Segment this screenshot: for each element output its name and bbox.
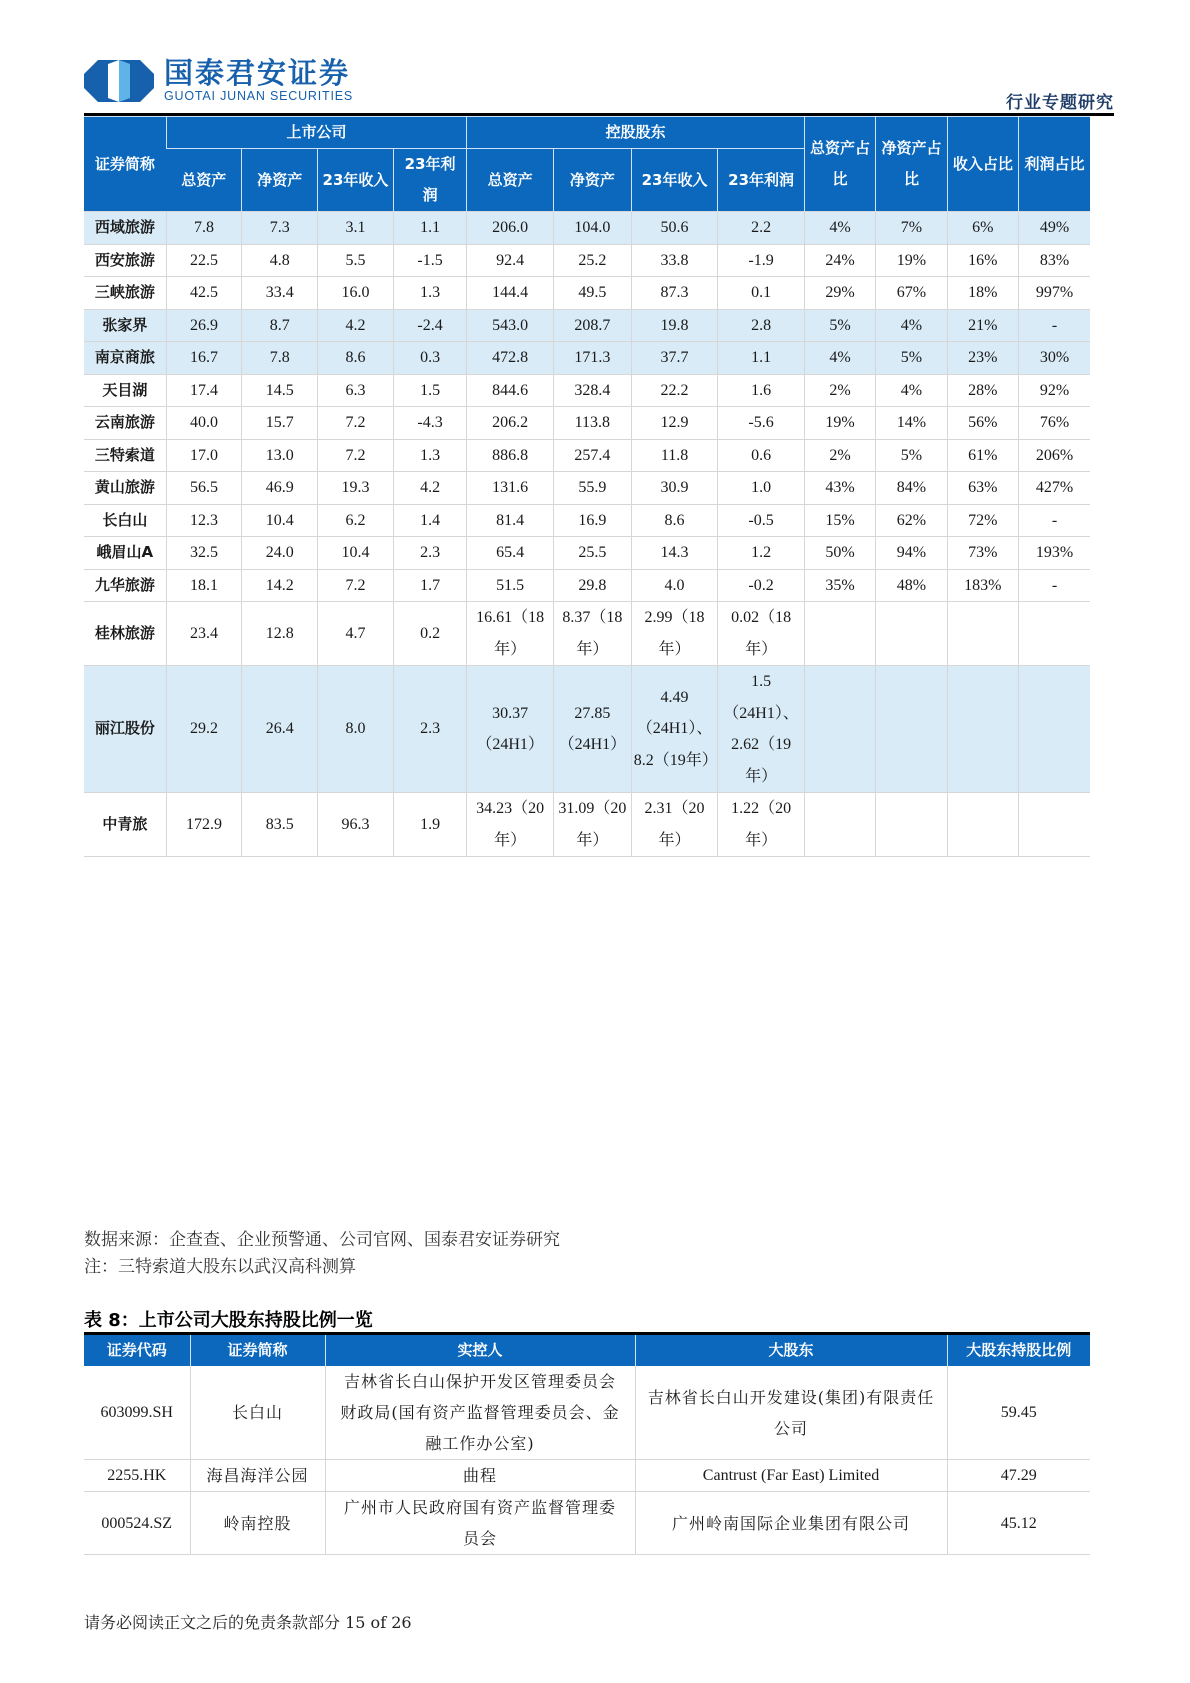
value-cell: 10.4: [318, 537, 394, 570]
value-cell: -: [1019, 309, 1090, 342]
holding-ratio-cell: 59.45: [947, 1366, 1090, 1460]
data-source-note: 数据来源：企查查、企业预警通、公司官网、国泰君安证券研究: [84, 1230, 560, 1250]
value-cell: 886.8: [467, 439, 554, 472]
table-row: [84, 1460, 1090, 1492]
value-cell: 87.3: [631, 277, 718, 310]
value-cell: 28%: [947, 374, 1018, 407]
value-cell: 7.2: [318, 407, 394, 440]
value-cell: 19.3: [318, 472, 394, 505]
value-cell: 61%: [947, 439, 1018, 472]
col-header-listed-revenue: 23年收入: [318, 149, 394, 212]
value-cell: 844.6: [467, 374, 554, 407]
value-cell: -0.2: [718, 569, 805, 602]
value-cell: 0.02（18年）: [718, 602, 805, 666]
value-cell: 171.3: [553, 342, 631, 375]
short-name-cell: 岭南控股: [190, 1492, 325, 1555]
value-cell: 34.23（20年）: [467, 793, 554, 857]
disclaimer-text: 请务必阅读正文之后的免责条款部分: [84, 1613, 341, 1632]
group-header-holder: 控股股东: [467, 117, 804, 149]
value-cell: [1019, 793, 1090, 857]
value-cell: 32.5: [166, 537, 242, 570]
company-name-cell: 三特索道: [84, 439, 166, 472]
value-cell: 62%: [876, 504, 947, 537]
value-cell: 23.4: [166, 602, 242, 666]
value-cell: [804, 793, 875, 857]
company-name-cell: 黄山旅游: [84, 472, 166, 505]
value-cell: 8.6: [631, 504, 718, 537]
value-cell: 56.5: [166, 472, 242, 505]
value-cell: 76%: [1019, 407, 1090, 440]
value-cell: 1.2: [718, 537, 805, 570]
value-cell: 49.5: [553, 277, 631, 310]
value-cell: 2%: [804, 374, 875, 407]
value-cell: 33.8: [631, 244, 718, 277]
value-cell: 7.3: [242, 212, 318, 245]
company-name-cell: 云南旅游: [84, 407, 166, 440]
value-cell: 16.7: [166, 342, 242, 375]
value-cell: -2.4: [393, 309, 467, 342]
value-cell: 31.09（20年）: [553, 793, 631, 857]
value-cell: 2.2: [718, 212, 805, 245]
value-cell: 67%: [876, 277, 947, 310]
table-row: [84, 569, 1090, 602]
value-cell: 7.8: [242, 342, 318, 375]
value-cell: 63%: [947, 472, 1018, 505]
value-cell: 40.0: [166, 407, 242, 440]
value-cell: [804, 666, 875, 793]
value-cell: 51.5: [467, 569, 554, 602]
value-cell: 104.0: [553, 212, 631, 245]
remark-note: 注：三特索道大股东以武汉高科测算: [84, 1257, 356, 1277]
col-header-controller: 实控人: [325, 1334, 635, 1367]
table-row: [84, 537, 1090, 570]
value-cell: 16.0: [318, 277, 394, 310]
value-cell: 56%: [947, 407, 1018, 440]
table-row: [84, 374, 1090, 407]
value-cell: 1.0: [718, 472, 805, 505]
value-cell: 1.3: [393, 439, 467, 472]
value-cell: 12.3: [166, 504, 242, 537]
value-cell: 8.7: [242, 309, 318, 342]
value-cell: 83%: [1019, 244, 1090, 277]
value-cell: 206%: [1019, 439, 1090, 472]
company-name-cell: 桂林旅游: [84, 602, 166, 666]
col-header-ratio-profit: 利润占比: [1019, 117, 1090, 212]
value-cell: 65.4: [467, 537, 554, 570]
table-row: [84, 472, 1090, 505]
value-cell: 18%: [947, 277, 1018, 310]
value-cell: 7.2: [318, 439, 394, 472]
value-cell: 29.8: [553, 569, 631, 602]
value-cell: 16.61（18年）: [467, 602, 554, 666]
value-cell: 1.5（24H1）、2.62（19年）: [718, 666, 805, 793]
major-holder-cell: 吉林省长白山开发建设(集团)有限责任公司: [635, 1366, 947, 1460]
value-cell: -5.6: [718, 407, 805, 440]
value-cell: 0.3: [393, 342, 467, 375]
value-cell: -1.5: [393, 244, 467, 277]
value-cell: 2.31（20年）: [631, 793, 718, 857]
value-cell: 30.9: [631, 472, 718, 505]
value-cell: 206.2: [467, 407, 554, 440]
value-cell: 2.99（18年）: [631, 602, 718, 666]
value-cell: [1019, 602, 1090, 666]
table-row: [84, 793, 1090, 857]
value-cell: 6.3: [318, 374, 394, 407]
value-cell: [1019, 666, 1090, 793]
value-cell: 0.2: [393, 602, 467, 666]
page-header: [84, 52, 1114, 118]
value-cell: 4.0: [631, 569, 718, 602]
holding-ratio-cell: 45.12: [947, 1492, 1090, 1555]
table-row: [84, 309, 1090, 342]
value-cell: 0.6: [718, 439, 805, 472]
col-header-name: 证券简称: [84, 117, 166, 212]
value-cell: [947, 793, 1018, 857]
value-cell: 7.2: [318, 569, 394, 602]
code-cell: 2255.HK: [84, 1460, 190, 1492]
company-name-cell: 南京商旅: [84, 342, 166, 375]
value-cell: 1.4: [393, 504, 467, 537]
table-row: [84, 504, 1090, 537]
table-row: [84, 212, 1090, 245]
value-cell: 19.8: [631, 309, 718, 342]
table-row: [84, 342, 1090, 375]
value-cell: 1.1: [718, 342, 805, 375]
company-name-cell: 张家界: [84, 309, 166, 342]
value-cell: 4.2: [318, 309, 394, 342]
value-cell: 328.4: [553, 374, 631, 407]
value-cell: 17.4: [166, 374, 242, 407]
value-cell: [876, 666, 947, 793]
value-cell: 8.0: [318, 666, 394, 793]
value-cell: 17.0: [166, 439, 242, 472]
value-cell: 22.2: [631, 374, 718, 407]
controller-cell: 曲程: [325, 1460, 635, 1492]
value-cell: 48%: [876, 569, 947, 602]
table8-title: 表 8：上市公司大股东持股比例一览: [84, 1310, 373, 1331]
col-header-code: 证券代码: [84, 1334, 190, 1367]
value-cell: 1.5: [393, 374, 467, 407]
table-row: [84, 1366, 1090, 1460]
value-cell: 997%: [1019, 277, 1090, 310]
col-header-ratio-revenue: 收入占比: [947, 117, 1018, 212]
value-cell: 2.3: [393, 537, 467, 570]
value-cell: [947, 666, 1018, 793]
value-cell: 543.0: [467, 309, 554, 342]
page-number: 15 of 26: [345, 1613, 412, 1632]
value-cell: 4%: [804, 342, 875, 375]
value-cell: 206.0: [467, 212, 554, 245]
value-cell: 113.8: [553, 407, 631, 440]
major-shareholder-table: [84, 1332, 1090, 1555]
table-row: [84, 277, 1090, 310]
value-cell: 14.5: [242, 374, 318, 407]
value-cell: 25.5: [553, 537, 631, 570]
value-cell: 1.3: [393, 277, 467, 310]
value-cell: 7%: [876, 212, 947, 245]
col-header-listed-assets: 总资产: [166, 149, 242, 212]
value-cell: 427%: [1019, 472, 1090, 505]
col-header-holding-ratio: 大股东持股比例: [947, 1334, 1090, 1367]
value-cell: 30%: [1019, 342, 1090, 375]
company-name-cell: 丽江股份: [84, 666, 166, 793]
col-header-listed-net-assets: 净资产: [242, 149, 318, 212]
value-cell: -: [1019, 569, 1090, 602]
col-header-ratio-net-assets: 净资产占比: [876, 117, 947, 212]
value-cell: 29%: [804, 277, 875, 310]
major-holder-cell: 广州岭南国际企业集团有限公司: [635, 1492, 947, 1555]
col-header-listed-profit: 23年利润: [393, 149, 467, 212]
value-cell: 4.2: [393, 472, 467, 505]
code-cell: 000524.SZ: [84, 1492, 190, 1555]
value-cell: 4.8: [242, 244, 318, 277]
value-cell: [876, 602, 947, 666]
logo-chinese-name: 国泰君安证券: [164, 56, 351, 90]
col-header-holder-revenue: 23年收入: [631, 149, 718, 212]
value-cell: 25.2: [553, 244, 631, 277]
value-cell: -: [1019, 504, 1090, 537]
col-header-holder-assets: 总资产: [467, 149, 554, 212]
major-holder-cell: Cantrust (Far East) Limited: [635, 1460, 947, 1492]
section-tag: 行业专题研究: [1006, 93, 1114, 113]
value-cell: 15%: [804, 504, 875, 537]
company-name-cell: 中青旅: [84, 793, 166, 857]
value-cell: 84%: [876, 472, 947, 505]
value-cell: 30.37（24H1）: [467, 666, 554, 793]
value-cell: 1.9: [393, 793, 467, 857]
table-row: [84, 666, 1090, 793]
value-cell: 4.7: [318, 602, 394, 666]
value-cell: 50%: [804, 537, 875, 570]
value-cell: 12.8: [242, 602, 318, 666]
value-cell: 1.7: [393, 569, 467, 602]
value-cell: [947, 602, 1018, 666]
value-cell: 83.5: [242, 793, 318, 857]
value-cell: -1.9: [718, 244, 805, 277]
value-cell: 96.3: [318, 793, 394, 857]
value-cell: 4%: [804, 212, 875, 245]
value-cell: 2.8: [718, 309, 805, 342]
value-cell: 472.8: [467, 342, 554, 375]
value-cell: [804, 602, 875, 666]
col-header-holder-profit: 23年利润: [718, 149, 805, 212]
value-cell: 16%: [947, 244, 1018, 277]
value-cell: 15.7: [242, 407, 318, 440]
value-cell: 131.6: [467, 472, 554, 505]
value-cell: 35%: [804, 569, 875, 602]
value-cell: 5%: [876, 439, 947, 472]
value-cell: 183%: [947, 569, 1018, 602]
value-cell: 21%: [947, 309, 1018, 342]
value-cell: 6%: [947, 212, 1018, 245]
value-cell: 50.6: [631, 212, 718, 245]
value-cell: 5%: [804, 309, 875, 342]
table-row: [84, 602, 1090, 666]
table-row: [84, 407, 1090, 440]
value-cell: 27.85（24H1）: [553, 666, 631, 793]
company-name-cell: 长白山: [84, 504, 166, 537]
col-header-holder-net-assets: 净资产: [553, 149, 631, 212]
value-cell: 18.1: [166, 569, 242, 602]
holding-ratio-cell: 47.29: [947, 1460, 1090, 1492]
value-cell: 73%: [947, 537, 1018, 570]
value-cell: 42.5: [166, 277, 242, 310]
value-cell: 14.2: [242, 569, 318, 602]
table-row: [84, 244, 1090, 277]
value-cell: 5.5: [318, 244, 394, 277]
value-cell: 193%: [1019, 537, 1090, 570]
value-cell: 0.1: [718, 277, 805, 310]
col-header-short-name: 证券简称: [190, 1334, 325, 1367]
value-cell: 94%: [876, 537, 947, 570]
value-cell: 5%: [876, 342, 947, 375]
value-cell: 24.0: [242, 537, 318, 570]
short-name-cell: 长白山: [190, 1366, 325, 1460]
value-cell: -4.3: [393, 407, 467, 440]
page-footer: [84, 1610, 412, 1633]
group-header-listed: 上市公司: [166, 117, 467, 149]
value-cell: 12.9: [631, 407, 718, 440]
value-cell: 257.4: [553, 439, 631, 472]
value-cell: 46.9: [242, 472, 318, 505]
value-cell: 16.9: [553, 504, 631, 537]
value-cell: 10.4: [242, 504, 318, 537]
value-cell: 8.37（18年）: [553, 602, 631, 666]
value-cell: 3.1: [318, 212, 394, 245]
value-cell: 22.5: [166, 244, 242, 277]
value-cell: 11.8: [631, 439, 718, 472]
value-cell: -0.5: [718, 504, 805, 537]
value-cell: 37.7: [631, 342, 718, 375]
value-cell: 144.4: [467, 277, 554, 310]
company-name-cell: 九华旅游: [84, 569, 166, 602]
value-cell: 4%: [876, 374, 947, 407]
value-cell: 14.3: [631, 537, 718, 570]
value-cell: 92%: [1019, 374, 1090, 407]
controller-cell: 吉林省长白山保护开发区管理委员会财政局(国有资产监督管理委员会、金融工作办公室): [325, 1366, 635, 1460]
value-cell: 26.9: [166, 309, 242, 342]
value-cell: 92.4: [467, 244, 554, 277]
logo-emblem-icon: [84, 60, 154, 102]
value-cell: 33.4: [242, 277, 318, 310]
value-cell: 6.2: [318, 504, 394, 537]
value-cell: 49%: [1019, 212, 1090, 245]
short-name-cell: 海昌海洋公园: [190, 1460, 325, 1492]
value-cell: 13.0: [242, 439, 318, 472]
value-cell: 29.2: [166, 666, 242, 793]
value-cell: 172.9: [166, 793, 242, 857]
value-cell: 43%: [804, 472, 875, 505]
controller-cell: 广州市人民政府国有资产监督管理委员会: [325, 1492, 635, 1555]
company-name-cell: 三峡旅游: [84, 277, 166, 310]
value-cell: 2%: [804, 439, 875, 472]
value-cell: 1.22（20年）: [718, 793, 805, 857]
code-cell: 603099.SH: [84, 1366, 190, 1460]
value-cell: 208.7: [553, 309, 631, 342]
value-cell: 2.3: [393, 666, 467, 793]
company-logo: [84, 58, 353, 103]
value-cell: 81.4: [467, 504, 554, 537]
value-cell: 8.6: [318, 342, 394, 375]
company-name-cell: 峨眉山A: [84, 537, 166, 570]
value-cell: 26.4: [242, 666, 318, 793]
company-name-cell: 天目湖: [84, 374, 166, 407]
value-cell: 72%: [947, 504, 1018, 537]
value-cell: 1.6: [718, 374, 805, 407]
table-row: [84, 439, 1090, 472]
holdings-comparison-table: [84, 116, 1090, 857]
company-name-cell: 西安旅游: [84, 244, 166, 277]
logo-english-name: GUOTAI JUNAN SECURITIES: [164, 89, 354, 103]
value-cell: 7.8: [166, 212, 242, 245]
value-cell: 4.49（24H1）、8.2（19年）: [631, 666, 718, 793]
table-row: [84, 1492, 1090, 1555]
company-name-cell: 西域旅游: [84, 212, 166, 245]
value-cell: [876, 793, 947, 857]
value-cell: 55.9: [553, 472, 631, 505]
value-cell: 14%: [876, 407, 947, 440]
value-cell: 4%: [876, 309, 947, 342]
col-header-major-holder: 大股东: [635, 1334, 947, 1367]
value-cell: 1.1: [393, 212, 467, 245]
value-cell: 19%: [804, 407, 875, 440]
value-cell: 24%: [804, 244, 875, 277]
value-cell: 23%: [947, 342, 1018, 375]
value-cell: 19%: [876, 244, 947, 277]
col-header-ratio-assets: 总资产占比: [804, 117, 875, 212]
